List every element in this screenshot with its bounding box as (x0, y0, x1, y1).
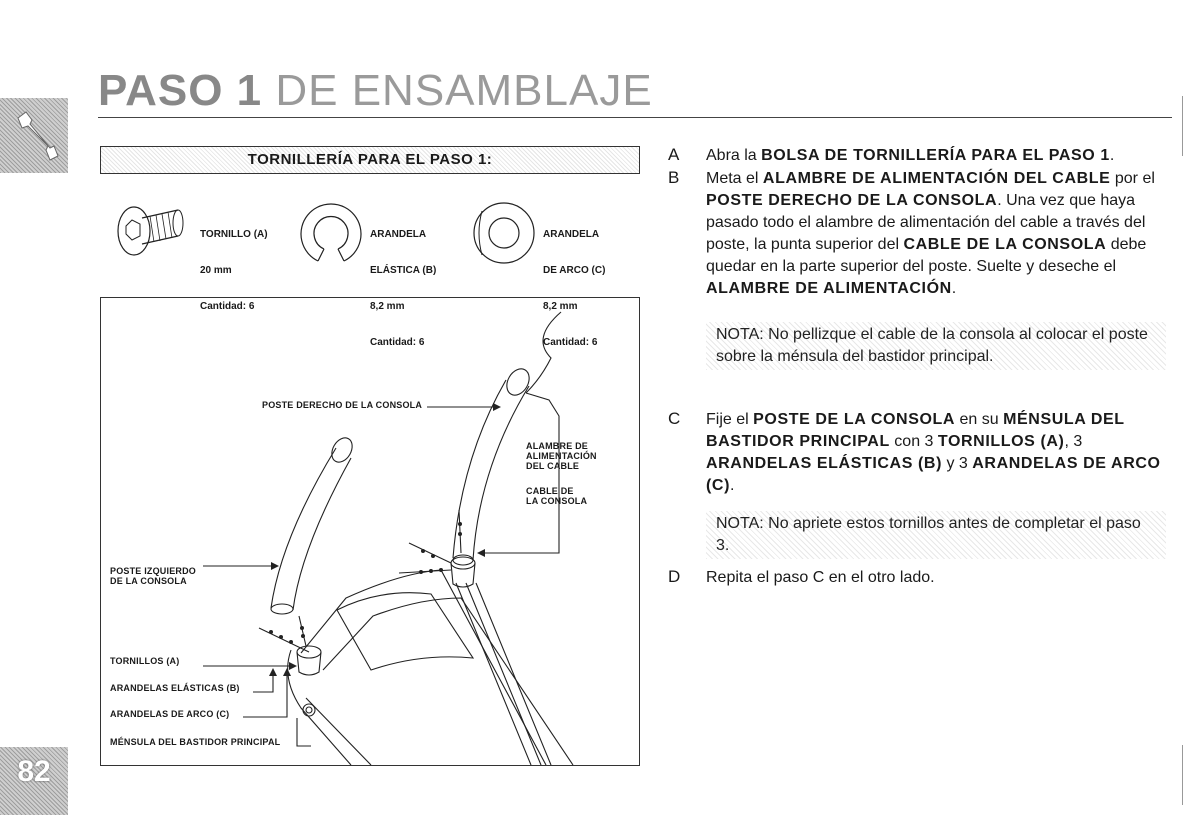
step-b-text2: por el (1110, 170, 1155, 187)
label-console-cable-2: LA CONSOLA (526, 496, 588, 506)
step-letter: A (668, 145, 680, 164)
split-washer-icon (296, 197, 366, 267)
page-title-step: PASO 1 (98, 66, 263, 115)
hardware-split-size: 8,2 mm (370, 301, 405, 312)
curved-washer-icon (468, 197, 538, 267)
step-c-text6: . (730, 477, 735, 494)
step-b-text1: Meta el (706, 170, 763, 187)
step-c-bold2: MÉNSULA DEL BASTIDOR PRINCIPAL (706, 411, 1125, 450)
step-c-text3: con 3 (889, 433, 938, 450)
hardware-arc-qty: Cantidad: 6 (543, 337, 598, 348)
label-right-console-upright: POSTE DERECHO DE LA CONSOLA (262, 400, 423, 410)
title-rule (98, 117, 1172, 118)
label-left-console-upright (110, 566, 196, 586)
step-b-text5: . (951, 280, 957, 297)
page-edge (1182, 96, 1183, 156)
step-c-bold4: ARANDELAS ELÁSTICAS (B) (706, 455, 943, 472)
step-b-text4: debe quedar en la parte superior del poste. Suelte y deseche el (706, 236, 1147, 275)
step-c-text4: , 3 (1064, 433, 1083, 450)
label-cable-wire-3: DEL CABLE (526, 461, 580, 471)
label-screws: TORNILLOS (A) (110, 656, 180, 666)
label-console-cable (526, 486, 587, 506)
step-text (706, 145, 1166, 167)
step-a-text1: Abra la (706, 147, 762, 164)
step-c-bold5: ARANDELAS DE ARCO (C) (706, 455, 1161, 494)
label-cable-wire-1: ALAMBRE DE (526, 441, 588, 451)
hardware-arc-name2: DE ARCO (C) (543, 265, 606, 276)
label-cable-wire (526, 441, 597, 471)
hardware-header: TORNILLERÍA PARA EL PASO 1: (100, 146, 640, 174)
step-b-text3: . Una vez que haya pasado todo el alambre de alimentación del cable a través del poste, la punta superior del (706, 192, 1146, 253)
step-c-text5: y 3 (942, 455, 973, 472)
step-text (706, 409, 1166, 497)
hardware-split-name1: ARANDELA (370, 229, 427, 240)
step-b-bold2: POSTE DERECHO DE LA CONSOLA (706, 192, 998, 209)
step-a-text2: . (1109, 147, 1115, 164)
page-edge (1182, 745, 1183, 805)
step-b-bold3: CABLE DE LA CONSOLA (903, 236, 1107, 253)
step-c-bold1: POSTE DE LA CONSOLA (753, 411, 956, 428)
step-c-text2: en su (955, 411, 1004, 428)
step-b-bold4: ALAMBRE DE ALIMENTACIÓN (706, 280, 952, 297)
hardware-split-name2: ELÁSTICA (B) (370, 265, 437, 276)
hardware-split-qty: Cantidad: 6 (370, 337, 425, 348)
step-text: Repita el paso C en el otro lado. (706, 569, 935, 586)
step-c-text1: Fije el (706, 411, 754, 428)
hardware-bolt-qty: Cantidad: 6 (200, 301, 255, 312)
assembly-illustration (100, 297, 640, 766)
label-cable-wire-2: ALIMENTACIÓN (526, 451, 597, 461)
hardware-arc-size: 8,2 mm (543, 301, 578, 312)
step-letter: D (668, 567, 681, 586)
label-split-washers: ARANDELAS ELÁSTICAS (B) (110, 683, 240, 693)
step-b-bold1: ALAMBRE DE ALIMENTACIÓN DEL CABLE (762, 170, 1111, 187)
note-screws: NOTA: No apriete estos tornillos antes de completar el paso 3. (706, 511, 1166, 559)
step-a-bold1: BOLSA DE TORNILLERÍA PARA EL PASO 1 (761, 147, 1110, 164)
wrench-icon (10, 108, 60, 163)
hardware-bolt-name: TORNILLO (A) (200, 229, 268, 240)
label-frame-bracket: MÉNSULA DEL BASTIDOR PRINCIPAL (110, 737, 281, 747)
page-number: 82 (17, 755, 51, 788)
step-letter: C (668, 409, 681, 428)
label-left-upright-2: DE LA CONSOLA (110, 576, 187, 586)
label-console-cable-1: CABLE DE (526, 486, 574, 496)
hardware-bolt-size: 20 mm (200, 265, 232, 276)
label-arc-washers: ARANDELAS DE ARCO (C) (110, 709, 230, 719)
bolt-icon (112, 196, 192, 266)
note-cable: NOTA: No pellizque el cable de la consola al colocar el poste sobre la ménsula del bastidor principal. (706, 322, 1166, 370)
step-c-bold3: TORNILLOS (A) (937, 433, 1065, 450)
page-title-rest: DE ENSAMBLAJE (275, 66, 653, 115)
assembly-drawing (101, 298, 639, 765)
step-letter: B (668, 168, 680, 187)
step-text (706, 168, 1166, 300)
label-left-upright-1: POSTE IZQUIERDO (110, 566, 197, 576)
page-title (98, 66, 653, 116)
hardware-arc-name1: ARANDELA (543, 229, 600, 240)
